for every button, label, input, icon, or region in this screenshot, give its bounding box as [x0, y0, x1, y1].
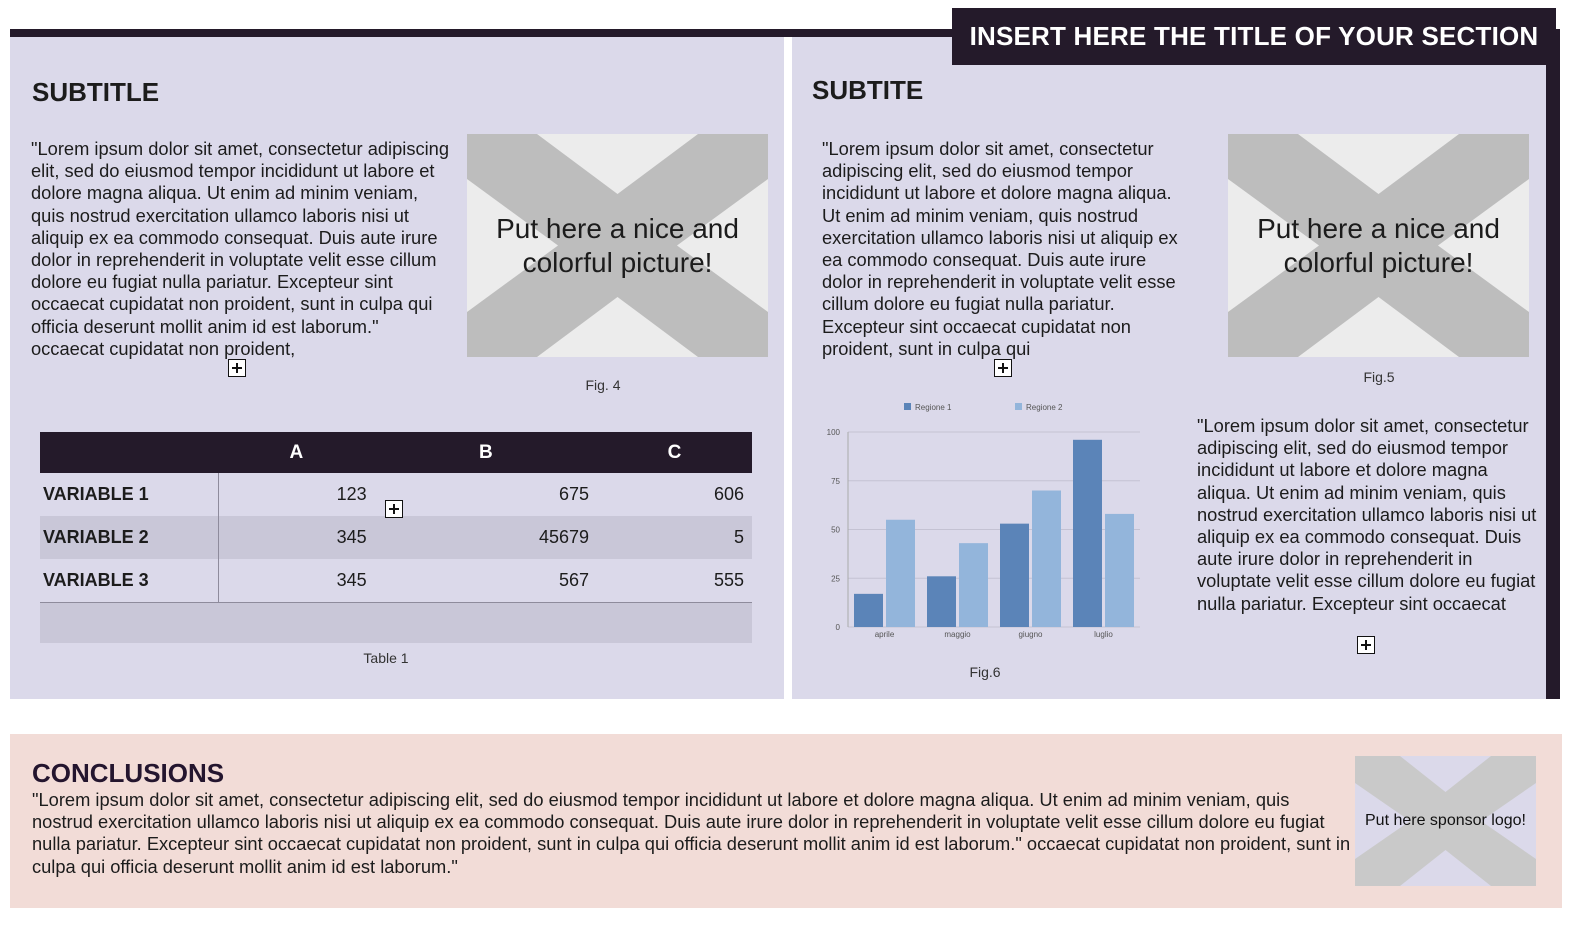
- chart-x-tick-label: maggio: [944, 630, 971, 639]
- chart-y-tick-label: 100: [826, 428, 840, 437]
- bar-chart[interactable]: [820, 396, 1150, 646]
- chart-bar-regione-1-maggio[interactable]: [927, 576, 956, 627]
- table-cell: 567: [558, 569, 589, 590]
- picture-placeholder-text: Put here a nice and colorful picture!: [1257, 212, 1500, 278]
- text-overflow-plus-icon[interactable]: [994, 359, 1012, 377]
- table-empty-row: [40, 602, 752, 643]
- table-cell: 555: [713, 569, 744, 590]
- table-cell: 123: [336, 484, 367, 504]
- sponsor-logo-placeholder[interactable]: [1355, 756, 1536, 886]
- conclusions-title[interactable]: CONCLUSIONS: [32, 758, 225, 788]
- chart-legend-label: Regione 2: [1026, 403, 1063, 412]
- conclusions-paragraph[interactable]: "Lorem ipsum dolor sit amet, consectetur adipiscing elit, sed do eiusmod tempor incididunt ut labore et dolore magna aliqua. Ut enim ad minim veniam, quis nostrud exercitation ullamco laboris nisi ut aliquip ex ea commodo consequat. Duis aute irure dolor in reprehenderit in voluptate velit esse cillum dolore eu fugiat nulla pariatur. Excepteur sint occaecat cupidatat non proident, sunt in culpa qui officia deserunt mollit anim id est laborum." occaecat cupidatat non proident, sunt in culpa qui officia deserunt mollit anim id est laborum.": [32, 789, 1351, 877]
- picture-placeholder-text: Put here a nice and colorful picture!: [496, 212, 739, 278]
- chart-y-tick-label: 75: [831, 476, 840, 486]
- table-row-label: VARIABLE 1: [40, 473, 218, 516]
- left-subtitle[interactable]: SUBTITLE: [32, 77, 160, 107]
- table-cell: 45679: [375, 516, 597, 559]
- chart-bar-regione-2-luglio[interactable]: [1105, 514, 1134, 627]
- text-overflow-plus-icon[interactable]: [1357, 636, 1375, 654]
- table-caption: Table 1: [363, 650, 409, 666]
- text-overflow-plus-icon[interactable]: [228, 359, 246, 377]
- right-border-bar: [1546, 29, 1560, 699]
- right-paragraph[interactable]: "Lorem ipsum dolor sit amet, consectetur adipiscing elit, sed do eiusmod tempor incididunt ut labore et dolore magna aliqua. Ut enim ad minim veniam, quis nostrud exercitation ullamco laboris nisi ut aliquip ex ea commodo consequat. Duis aute irure dolor in reprehenderit in voluptate velit esse cillum dolore eu fugiat nulla pariatur. Excepteur sint occaecat cupidatat non proident, sunt in culpa qui: [822, 138, 1178, 359]
- right-paragraph-2[interactable]: "Lorem ipsum dolor sit amet, consectetur adipiscing elit, sed do eiusmod tempor incididunt ut labore et dolore magna aliqua. Ut enim ad minim veniam, quis nostrud exercitation ullamco laboris nisi ut aliquip ex ea commodo consequat. Duis aute irure dolor in reprehenderit in voluptate velit esse cillum dolore eu fugiat nulla pariatur. Excepteur sint occaecat: [1197, 415, 1537, 614]
- right-subtitle[interactable]: SUBTITE: [812, 75, 924, 105]
- chart-legend-swatch: [1015, 403, 1022, 410]
- chart-bar-regione-1-giugno[interactable]: [1000, 524, 1029, 627]
- data-table[interactable]: [40, 432, 752, 643]
- sponsor-logo-text: Put here sponsor logo!: [1365, 812, 1526, 829]
- chart-x-tick-label: giugno: [1018, 630, 1043, 639]
- chart-y-tick-label: 50: [831, 525, 840, 535]
- figure-caption-5: Fig.5: [1363, 369, 1395, 385]
- chart-bar-regione-2-aprile[interactable]: [886, 520, 915, 627]
- table-cell: 675: [558, 484, 589, 504]
- table-row: [40, 516, 752, 559]
- chart-x-tick-label: luglio: [1094, 630, 1113, 639]
- table-header-cell: A: [218, 432, 375, 473]
- chart-bar-regione-1-luglio[interactable]: [1073, 440, 1102, 627]
- table-cell: 606: [713, 484, 744, 504]
- table-row: [40, 559, 752, 602]
- table-row-label: VARIABLE 2: [40, 516, 218, 559]
- chart-legend-swatch: [904, 403, 911, 410]
- table-header-cell: [40, 432, 218, 473]
- table-cell: 5: [597, 516, 752, 559]
- table-cell: 345: [336, 569, 367, 590]
- chart-x-tick-label: aprile: [874, 630, 895, 639]
- figure-caption-6: Fig.6: [969, 664, 1001, 680]
- chart-bar-regione-2-giugno[interactable]: [1032, 491, 1061, 628]
- figure-caption-4: Fig. 4: [585, 377, 621, 393]
- table-cell-plus-icon[interactable]: [385, 500, 403, 518]
- table-cell: 345: [218, 516, 375, 559]
- chart-legend-label: Regione 1: [915, 403, 952, 412]
- table-empty-cell: [40, 602, 752, 643]
- table-row-label: VARIABLE 3: [40, 559, 218, 602]
- chart-bar-regione-2-maggio[interactable]: [959, 543, 988, 627]
- table-header-cell: C: [597, 432, 752, 473]
- chart-bar-regione-1-aprile[interactable]: [854, 594, 883, 627]
- chart-y-tick-label: 0: [835, 623, 840, 632]
- table-header-row: [40, 432, 752, 473]
- table-header-cell: B: [375, 432, 597, 473]
- chart-y-tick-label: 25: [831, 574, 840, 584]
- picture-placeholder-left[interactable]: [467, 134, 768, 357]
- section-title-banner[interactable]: INSERT HERE THE TITLE OF YOUR SECTION: [952, 8, 1556, 65]
- left-paragraph[interactable]: "Lorem ipsum dolor sit amet, consectetur adipiscing elit, sed do eiusmod tempor incididunt ut labore et dolore magna aliqua. Ut enim ad minim veniam, quis nostrud exercitation ullamco laboris nisi ut aliquip ex ea commodo consequat. Duis aute irure dolor in reprehenderit in voluptate velit esse cillum dolore eu fugiat nulla pariatur. Excepteur sint occaecat cupidatat non proident, sunt in culpa qui officia deserunt mollit anim id est laborum." occaecat cupidatat non proident,: [31, 138, 450, 359]
- picture-placeholder-right[interactable]: [1228, 134, 1529, 357]
- conclusions-panel: [10, 734, 1562, 908]
